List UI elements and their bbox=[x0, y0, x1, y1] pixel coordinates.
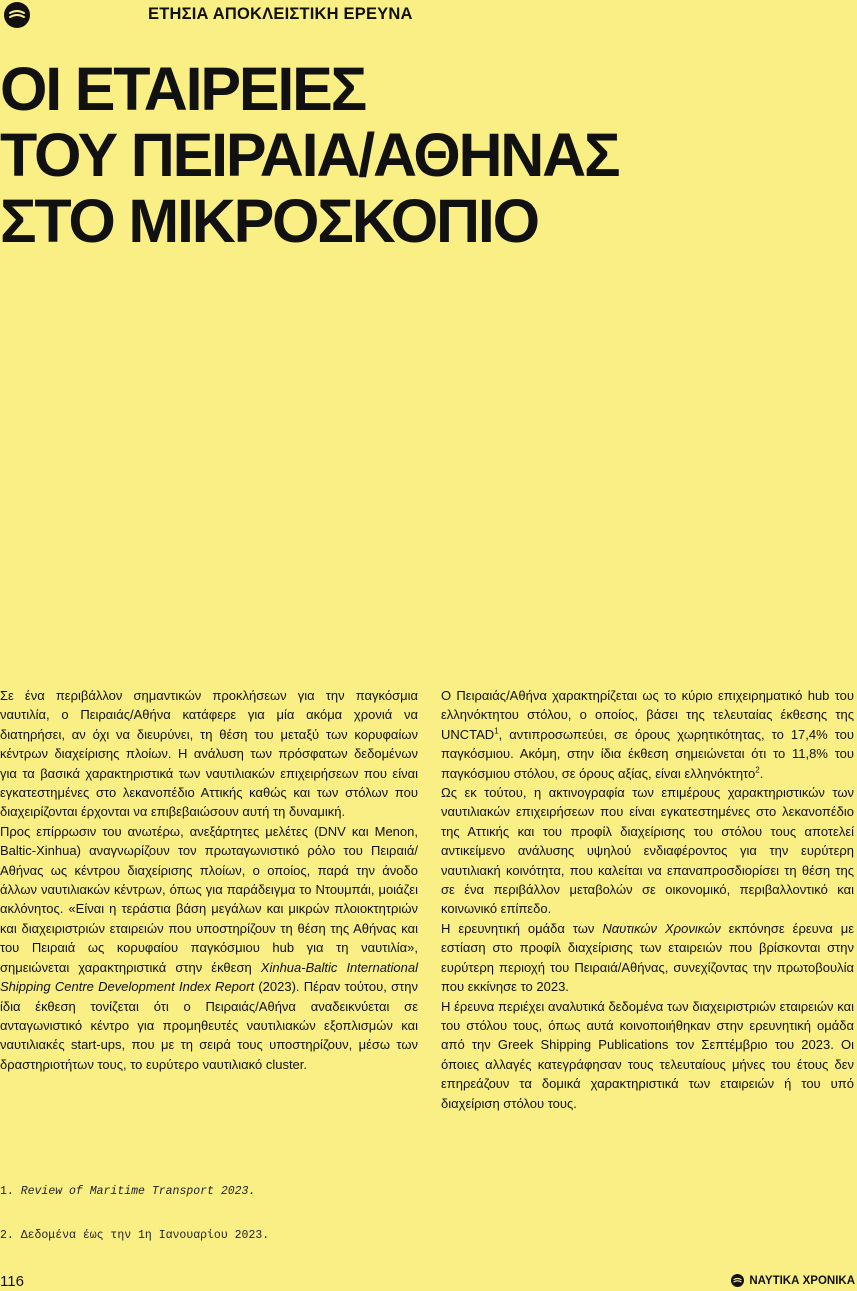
brand-footer bbox=[731, 1274, 855, 1287]
footnote bbox=[0, 1185, 255, 1198]
paragraph-text: (2023). Πέραν τούτου, στην ίδια έκθεση τονίζεται ότι ο Πειραιάς/Αθήνα αναδεικνύεται σε ανταγωνιστικό κέντρο για προμηθευτές ναυτιλιακών εξοπλισμών και ναυτιλιακές start-ups, που με τη σειρά τους υποστηρίζουν, μέσω των δραστηριοτήτων τους, το ευρύτερο ναυτιλιακό cluster. bbox=[0, 979, 418, 1072]
footnote-number: 1. bbox=[0, 1185, 21, 1198]
footnote-ref[interactable]: 2 bbox=[755, 765, 760, 775]
paragraph: Ως εκ τούτου, η ακτινογραφία των επιμέρους χαρακτηριστικών των ναυτιλιακών επιχειρήσεων που είναι εγκατεστημένες στο λεκανοπέδιο της Αττικής και του προφίλ διαχείρισης του στόλου τους αποτελεί αντικείμενο ανάλυσης υψηλού ενδιαφέροντος για την ευρύτερη ναυτιλιακή κοινότητα, που καλείται να επαναπροσδιορίσει τη θέση της σε ένα περιβάλλον μεταβολών σε οικονομικό, περιβαλλοντικό και κοινωνικό επίπεδο. bbox=[441, 785, 854, 917]
page-title bbox=[0, 56, 618, 254]
paragraph bbox=[441, 919, 854, 997]
publication-name: Ναυτικών Χρονικών bbox=[602, 920, 721, 936]
footnote: 2. Δεδομένα έως την 1η Ιανουαρίου 2023. bbox=[0, 1229, 270, 1242]
title-line: ΣΤΟ ΜΙΚΡΟΣΚΟΠΙΟ bbox=[0, 187, 538, 255]
right-column bbox=[441, 686, 854, 1113]
title-line: ΤΟΥ ΠΕΙΡΑΙΑ/ΑΘΗΝΑΣ bbox=[0, 121, 619, 189]
paragraph-text: Ο Πειραιάς/Αθήνα χαρακτηρίζεται ως το κύριο επιχειρηματικό hub του ελληνόκτητου στόλου, ο οποίος, βάσει της τελευταίας έκθεσης της UNCTAD bbox=[441, 688, 854, 742]
paragraph-text: , αντιπροσωπεύει, σε όρους χωρητικότητας, το 17,4% του παγκόσμιου. Ακόμη, στην ίδια έκθεση σημειώνεται ότι το 11,8% του παγκόσμιου στόλου, σε όρους αξίας, είναι ελληνόκτητο bbox=[441, 726, 854, 781]
wave-logo-icon bbox=[731, 1274, 744, 1287]
paragraph-text: . bbox=[759, 765, 764, 781]
paragraph bbox=[441, 686, 854, 783]
paragraph-text: Η ερευνητική ομάδα των bbox=[441, 920, 603, 936]
paragraph bbox=[0, 822, 418, 1074]
footnote-ref[interactable]: 1 bbox=[494, 726, 499, 736]
wave-logo-icon bbox=[4, 2, 30, 28]
page-number: 116 bbox=[0, 1273, 24, 1290]
footnote-text: Review of Maritime Transport 2023. bbox=[20, 1185, 256, 1198]
paragraph: Σε ένα περιβάλλον σημαντικών προκλήσεων για την παγκόσμια ναυτιλία, ο Πειραιάς/Αθήνα κατάφερε για μία ακόμα χρονιά να διατηρήσει, αν όχι να διευρύνει, τη θέση του μεταξύ των κορυφαίων κέντρων διαχείρισης πλοίων. Η ανάλυση των πρόσφατων δεδομένων για τα βασικά χαρακτηριστικά των ναυτιλιακών επιχειρήσεων που είναι εγκατεστημένες στο λεκανοπέδιο Αττικής καθώς και των στόλων που διαχειρίζονται έρχονται να επιβεβαιώσουν αυτή τη δυναμική. bbox=[0, 688, 418, 820]
left-column bbox=[0, 686, 418, 1074]
paragraph: Η έρευνα περιέχει αναλυτικά δεδομένα των διαχειριστριών εταιρειών και του στόλου τους, όπως αυτά κοινοποιήθηκαν στην ερευνητική ομάδα από την Greek Shipping Publications τον Σεπτέμβριο του 2023. Οι όποιες αλλαγές κατεγράφησαν τους τελευταίους μήνες του έτους δεν επηρεάζουν τα δομικά χαρακτηριστικά των εταιρειών ή του υπό διαχείριση στόλου τους. bbox=[441, 998, 854, 1111]
title-line: ΟΙ ΕΤΑΙΡΕΙΕΣ bbox=[0, 55, 365, 123]
paragraph-text: Προς επίρρωσιν του ανωτέρω, ανεξάρτητες μελέτες (DNV και Menon, Baltic-Xinhua) αναγνωρίζουν τον πρωταγωνιστικό ρόλο του Πειραιά/Αθήνας ως κέντρου διαχείρισης πλοίων, ο οποίος, παρά την άνοδο άλλων ναυτιλιακών κέντρων, όπως για παράδειγμα το Ντουμπάι, μοιάζει ακλόνητος. «Είναι η τεράστια βάση μεγάλων και μικρών πλοιοκτητριών και διαχειριστριών εταιρειών που υποστηρίζουν τη θέση της Αθήνας και του Πειραιά ως κορυφαίου παγκόσμιου hub για τη ναυτιλία», σημειώνεται χαρακτηριστικά στην έκθεση bbox=[0, 823, 418, 975]
section-label: ΕΤΗΣΙΑ ΑΠΟΚΛΕΙΣΤΙΚΗ ΕΡΕΥΝΑ bbox=[148, 5, 413, 23]
brand-name: ΝΑΥΤΙΚΑ ΧΡΟΝΙΚΑ bbox=[749, 1274, 855, 1287]
report-title: Xinhua-Baltic International Shipping Centre Development Index Report bbox=[0, 959, 419, 995]
paragraph-text: εκπόνησε έρευνα με εστίαση στο προφίλ διαχείρισης των εταιρειών που βρίσκονται στην ευρύτερη περιοχή του Πειραιά/Αθήνας, συνεχίζοντας την πρωτοβουλία που εκκίνησε το 2023. bbox=[441, 920, 854, 995]
